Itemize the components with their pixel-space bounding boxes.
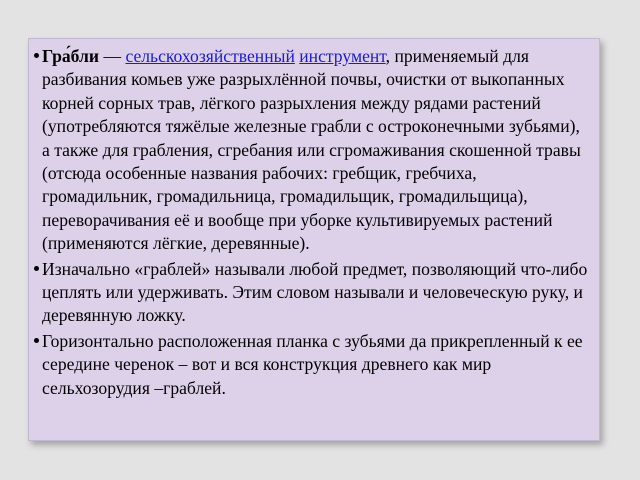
etymology-text: Изначально «граблей» называли любой предмет, позволяющий что-либо цеплять или удерживать. Этим словом называли и человеческую руку, и деревянную ложку. [42, 258, 588, 326]
bullet-list [34, 45, 591, 400]
link-instrument[interactable]: инструмент [299, 46, 386, 66]
bullet-item-etymology [34, 258, 591, 328]
construction-text: Горизонтально расположенная планка с зубьями да прикрепленный к ее середине черенок – вот и вся конструкция древнего как мир сельхозорудия –граблей. [42, 330, 583, 398]
definition-text: , применяемый для разбивания комьев уже разрыхлённой почвы, очистки от выкопанных корней сорных трав, лёгкого разрыхления между рядами растений (употребляются тяжёлые железные грабли с остроконечными зубьями), а также для грабления, сгребания или сгромаживания скошенной травы (отсюда особенные названия рабочих: гребщик, гребчиха, громадильник, громадильница, громадильщик, громадильщица), переворачивания её и вообще при уборке культивируемых растений (применяются лёгкие, деревянные). [42, 46, 581, 254]
dash: — [99, 46, 126, 66]
bullet-item-construction [34, 330, 591, 400]
content-card [28, 38, 600, 441]
term-grabli: Гра́бли [42, 46, 100, 66]
bullet-item-definition [34, 45, 591, 256]
link-selskohozyaystvenny[interactable]: сельскохозяйственный [125, 46, 295, 66]
